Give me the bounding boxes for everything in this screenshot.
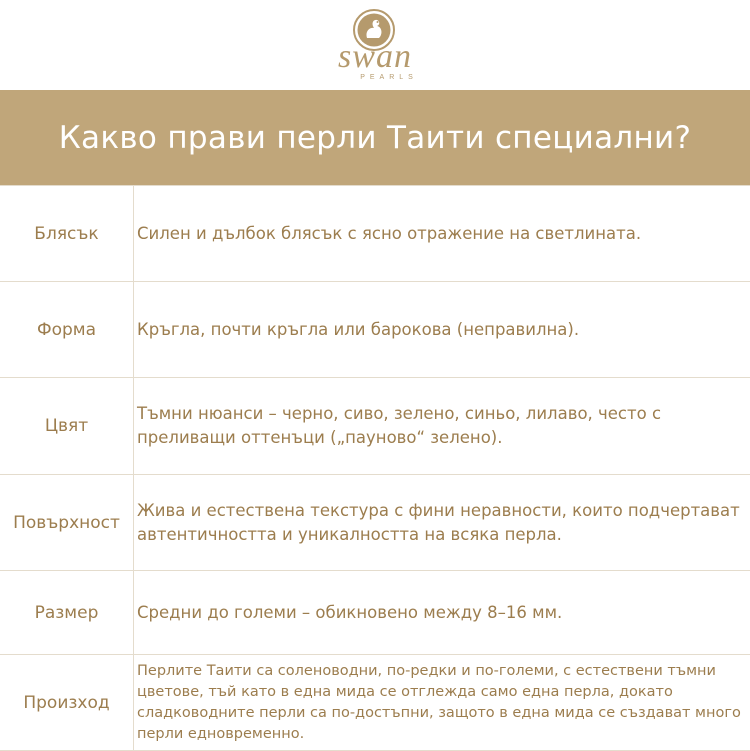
table-row (0, 378, 750, 475)
row-label: Цвят (0, 378, 134, 474)
row-text: Тъмни нюанси – черно, сиво, зелено, синьо, лилаво, често с преливащи оттенъци („пауново“ зелено). (137, 404, 662, 447)
row-text: Перлите Таити са соленоводни, по-редки и по-големи, с естествени тъмни цветове, тъй като в една мида се отглежда само една перла, докато сладководните перли са по-достъпни, защото в една мида се създават много перли едновременно. (137, 662, 741, 742)
table-row (0, 655, 750, 751)
brand-name: swan (338, 38, 412, 75)
row-text: Силен и дълбок блясък с ясно отражение на светлината. (137, 223, 642, 243)
row-label: Повърхност (0, 475, 134, 570)
row-text: Кръгла, почти кръгла или барокова (неправилна). (137, 319, 580, 339)
page-title: Какво прави перли Таити специални? (58, 119, 692, 156)
row-label: Произход (0, 655, 134, 750)
row-text: Жива и естествена текстура с фини неравности, които подчертават автентичността и уникалността на всяка перла. (137, 500, 740, 544)
title-banner (0, 90, 750, 185)
table-row (0, 475, 750, 571)
row-text: Средни до големи – обикновено между 8–16 мм. (137, 602, 563, 622)
row-label: Форма (0, 282, 134, 377)
row-label: Блясък (0, 186, 134, 281)
brand-sub: PEARLS (360, 74, 418, 81)
features-table (0, 185, 750, 751)
table-row (0, 282, 750, 378)
brand-logo (0, 0, 750, 90)
row-label: Размер (0, 571, 134, 654)
table-row (0, 571, 750, 655)
table-row (0, 186, 750, 282)
